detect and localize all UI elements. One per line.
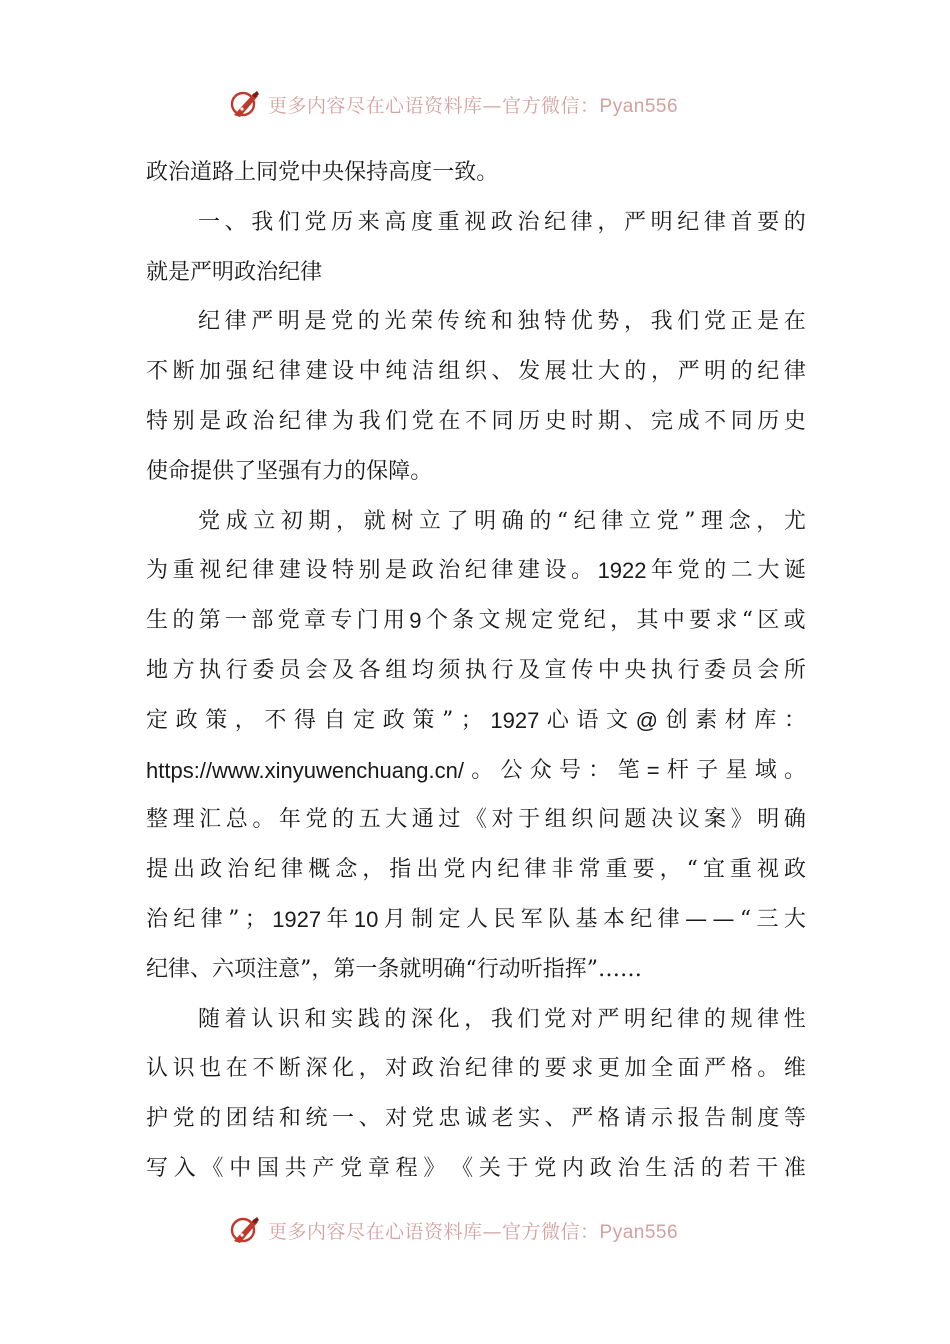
text-line: 护 党 的 团 结 和 统 一 、 对 党 忠 诚 老 实 、 严 格 请 示 报 告 制 度 等 — [146, 1106, 806, 1132]
text-line: 治 纪 律 ” ； 1927 年 10 月 制 定 人 民 军 队 基 本 纪 律 — — “ 三 大 — [146, 906, 806, 932]
header-wechat-id: Pyan556 — [599, 95, 679, 117]
text-line: 整 理 汇 总 。 年 党 的 五 大 通 过 《 对 于 组 织 问 题 决 议 案 》 明 确 — [146, 807, 806, 833]
text-line: 定 政 策 ， 不 得 自 定 政 策 ” ； 1927 心 语 文 @ 创 素 材 库 ： — [146, 707, 806, 733]
text-line: 写 入 《 中 国 共 产 党 章 程 》 《 关 于 党 内 政 治 生 活 的 若 干 准 — [146, 1155, 806, 1181]
text-line: 随 着 认 识 和 实 践 的 深 化 ， 我 们 党 对 严 明 纪 律 的 规 律 性 — [198, 1006, 806, 1032]
text-line: 地 方 执 行 委 员 会 及 各 组 均 须 执 行 及 宣 传 中 央 执 行 委 员 会 所 — [146, 657, 806, 683]
footer-wechat-id: Pyan556 — [599, 1221, 679, 1243]
header-watermark-banner — [228, 84, 678, 124]
text-line: 生 的 第 一 部 党 章 专 门 用 9 个 条 文 规 定 党 纪 ， 其 中 要 求 “ 区 或 — [146, 608, 806, 634]
pen-nib-logo-icon — [228, 1213, 262, 1247]
text-line: https://www.xinyuwenchuang.cn/ 。 公 众 号 ： 笔 = 杆 子 星 域 。 — [146, 757, 806, 783]
text-line: 特 别 是 政 治 纪 律 为 我 们 党 在 不 同 历 史 时 期 、 完 成 不 同 历 史 — [146, 408, 806, 434]
text-line: 纪 律 、 六 项 注 意 ” ， 第 一 条 就 明 确 “ 行 动 听 指 挥 ” … … — [146, 956, 643, 982]
footer-watermark-banner — [228, 1210, 678, 1250]
document-body — [146, 148, 806, 1194]
text-line: 就 是 严 明 政 治 纪 律 — [146, 259, 323, 285]
text-line: 纪 律 严 明 是 党 的 光 荣 传 统 和 独 特 优 势 ， 我 们 党 正 是 在 — [198, 309, 806, 335]
text-line: 政 治 道 路 上 同 党 中 央 保 持 高 度 一 致 。 — [146, 160, 499, 185]
text-line: 党 成 立 初 期 ， 就 树 立 了 明 确 的 “ 纪 律 立 党 ” 理 念 ， 尤 — [198, 508, 806, 534]
header-banner-text: 更多内容尽在心语资料库—官方微信：Pyan556 — [268, 94, 679, 117]
text-line: 认 识 也 在 不 断 深 化 ， 对 政 治 纪 律 的 要 求 更 加 全 面 严 格 。 维 — [146, 1056, 806, 1082]
pen-nib-logo-icon — [228, 87, 262, 121]
footer-banner-text: 更多内容尽在心语资料库—官方微信：Pyan556 — [268, 1220, 679, 1243]
text-line: 为 重 视 纪 律 建 设 特 别 是 政 治 纪 律 建 设 。 1922 年 党 的 二 大 诞 — [146, 558, 806, 584]
text-line: 使 命 提 供 了 坚 强 有 力 的 保 障 。 — [146, 458, 433, 484]
text-line: 提 出 政 治 纪 律 概 念 ， 指 出 党 内 纪 律 非 常 重 要 ， “ 宜 重 视 政 — [146, 857, 806, 883]
text-line: 一 、 我 们 党 历 来 高 度 重 视 政 治 纪 律 ， 严 明 纪 律 首 要 的 — [198, 209, 806, 235]
text-line: 不 断 加 强 纪 律 建 设 中 纯 洁 组 织 、 发 展 壮 大 的 ， 严 明 的 纪 律 — [146, 359, 806, 385]
